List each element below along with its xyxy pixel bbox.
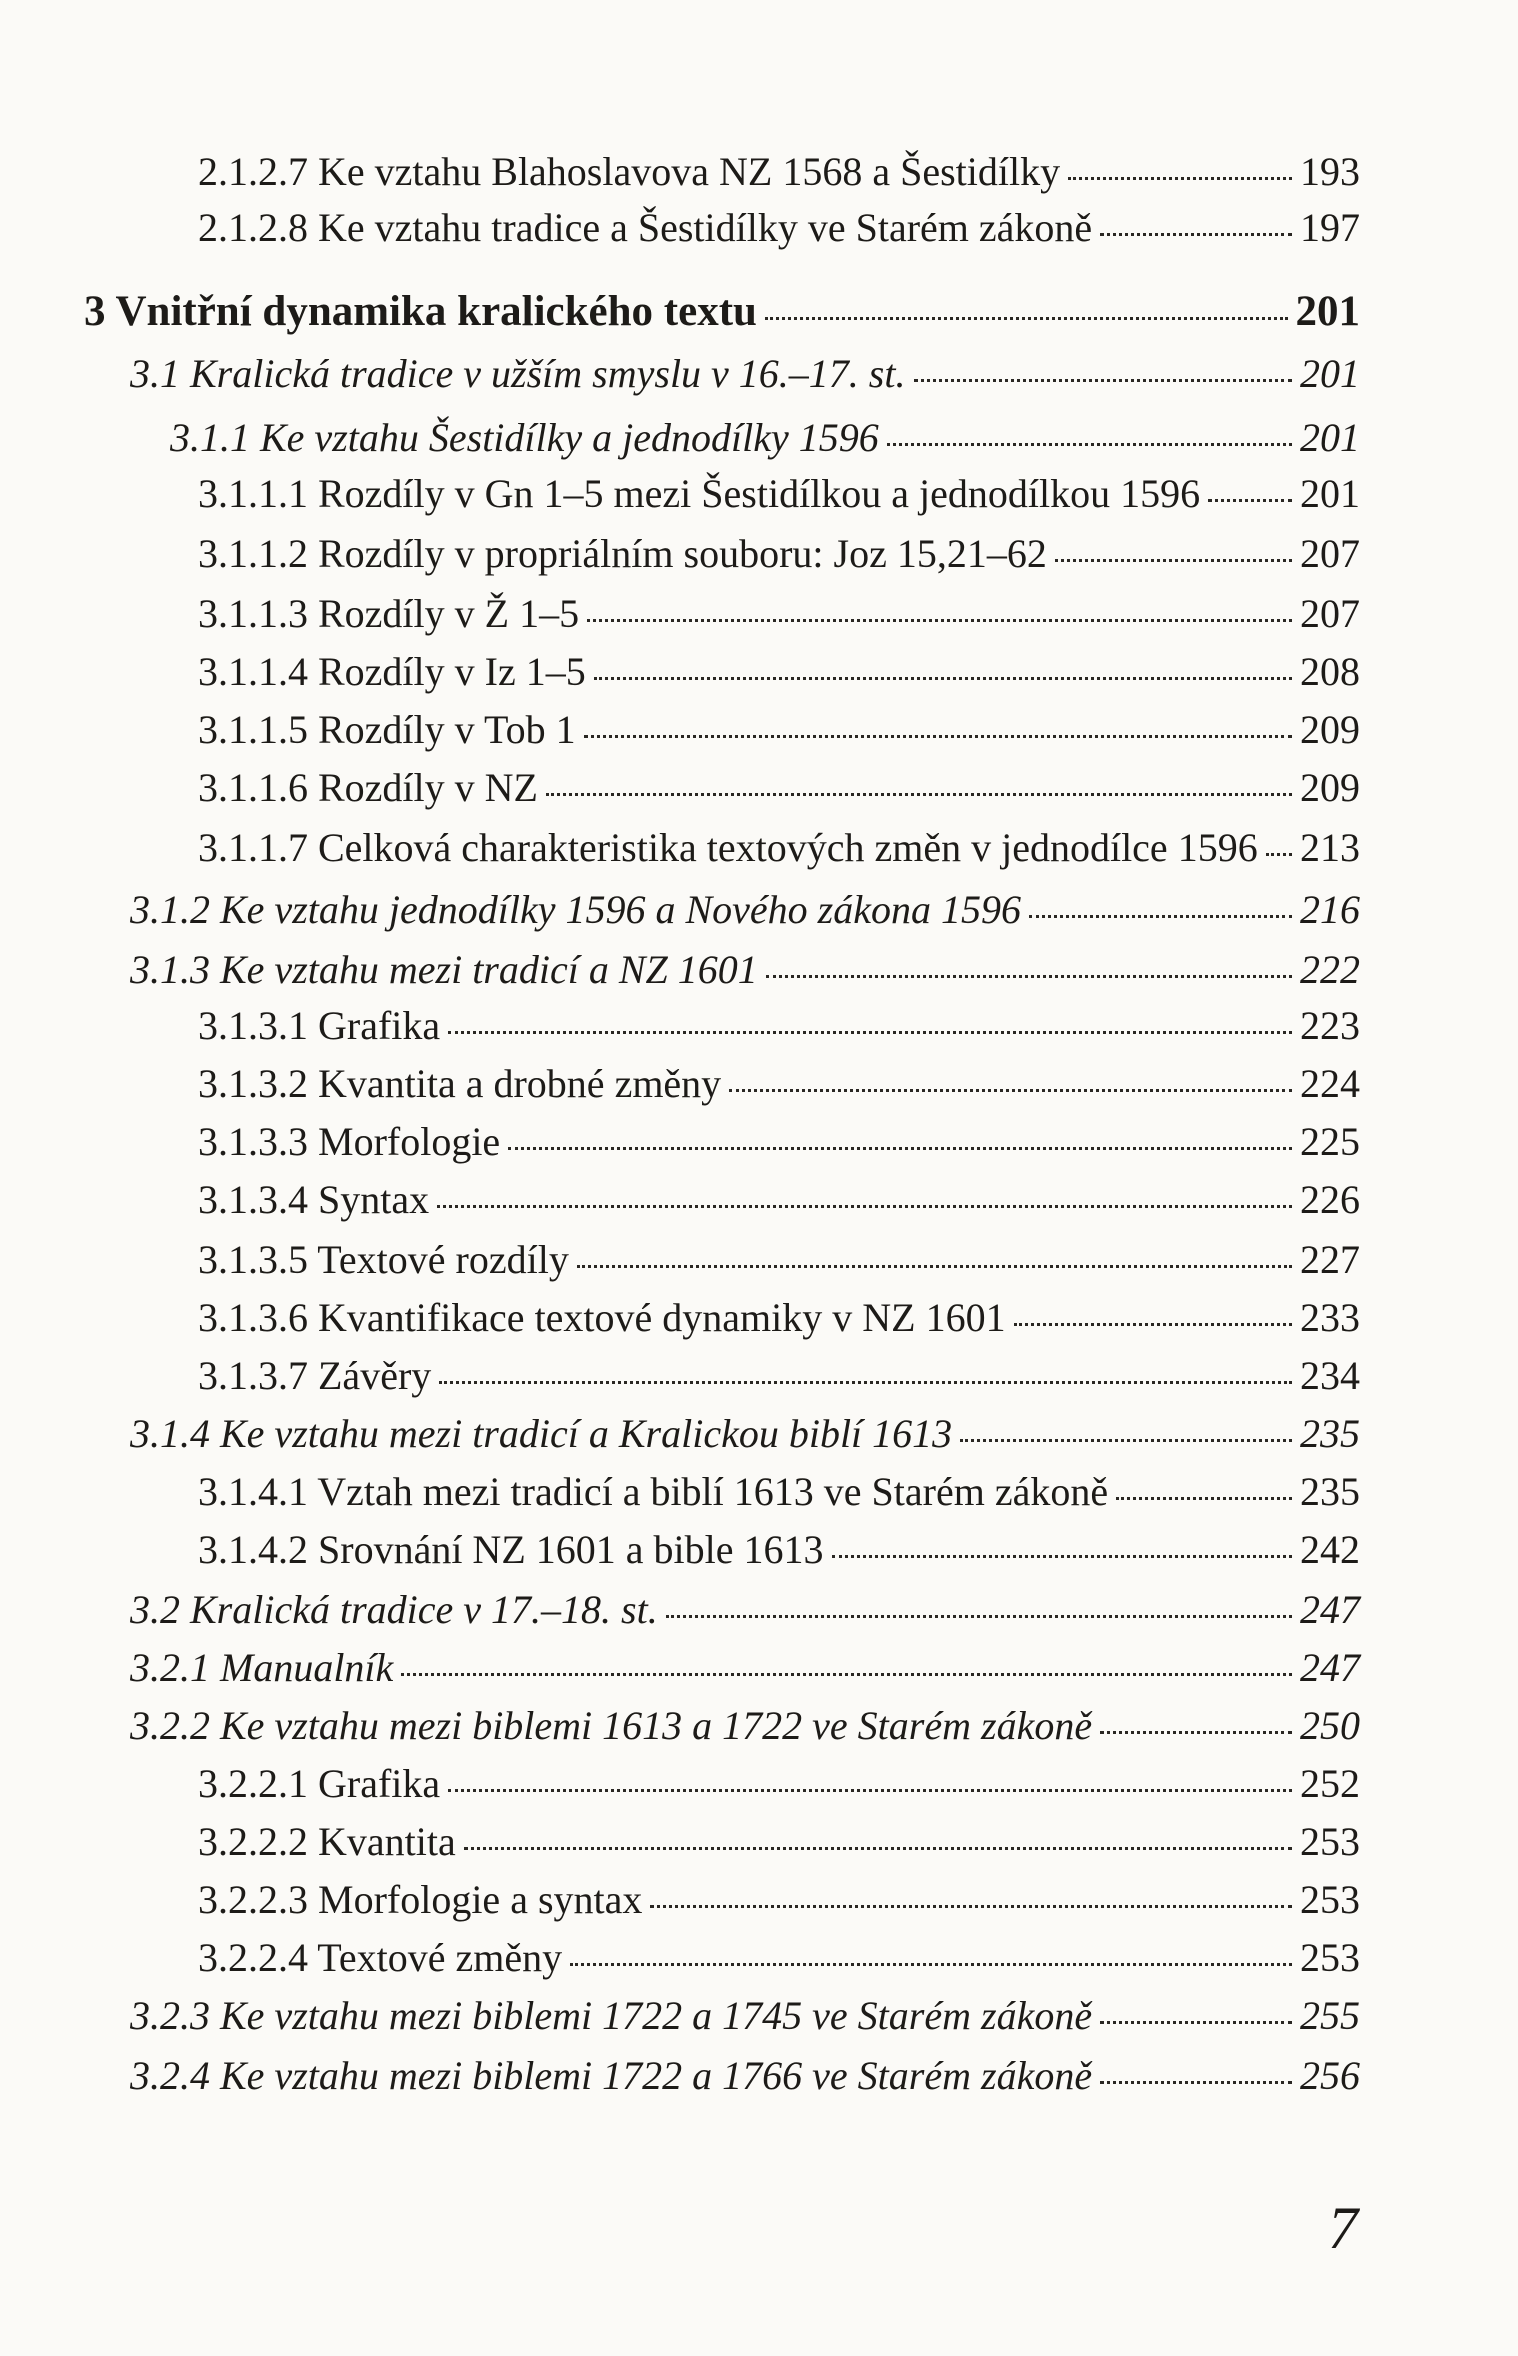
dot-leader [464,1847,1292,1850]
dot-leader [508,1147,1292,1150]
toc-section-entry [130,1587,1360,1632]
toc-entry-page: 207 [1300,531,1360,576]
toc-entry-title: 3.1.1.5 Rozdíly v Tob 1 [198,707,576,752]
toc-entry-page: 247 [1300,1587,1360,1632]
dot-leader [594,677,1292,680]
dot-leader [448,1789,1292,1792]
toc-entry-title: 3.1.3.7 Závěry [198,1353,432,1398]
dot-leader [1055,559,1292,562]
toc-entry [198,1353,1360,1398]
toc-entry [198,1177,1360,1222]
toc-entry [198,707,1360,752]
toc-subsection-entry [130,1411,1360,1456]
toc-entry-title: 3.2.2 Ke vztahu mezi biblemi 1613 a 1722 ve Starém zákoně [130,1703,1093,1748]
dot-leader [1014,1323,1292,1326]
toc-entry-title: 3.1.1 Ke vztahu Šestidílky a jednodílky 1596 [170,415,879,460]
toc-entry-title: 3.1.1.3 Rozdíly v Ž 1–5 [198,591,580,636]
dot-leader [439,1381,1292,1384]
toc-entry [198,1877,1360,1922]
dot-leader [1266,853,1292,856]
dot-leader [570,1963,1292,1966]
toc-entry [198,531,1360,576]
toc-entry-page: 253 [1300,1935,1360,1980]
toc-entry-page: 207 [1300,591,1360,636]
toc-entry [198,1469,1360,1514]
toc-entry-page: 247 [1300,1645,1360,1690]
dot-leader [729,1089,1292,1092]
toc-entry [198,591,1360,636]
dot-leader [765,317,1288,320]
dot-leader [914,379,1293,382]
toc-chapter-entry [84,290,1360,333]
toc-entry-page: 233 [1300,1295,1360,1340]
toc-entry [198,825,1360,870]
toc-entry-title: 3.1.3.5 Textové rozdíly [198,1237,569,1282]
dot-leader [960,1439,1292,1442]
toc-entry-page: 209 [1300,707,1360,752]
toc-entry-page: 227 [1300,1237,1360,1282]
toc-entry [198,1527,1360,1572]
toc-entry-page: 224 [1300,1061,1360,1106]
toc-entry-title: 3.1.4.2 Srovnání NZ 1601 a bible 1613 [198,1527,824,1572]
dot-leader [584,735,1292,738]
dot-leader [437,1205,1292,1208]
dot-leader [1100,1731,1292,1734]
toc-subsection-entry [130,2053,1360,2098]
toc-entry-title: 3.1.3.1 Grafika [198,1003,441,1048]
toc-entry-page: 253 [1300,1877,1360,1922]
dot-leader [1116,1497,1292,1500]
toc-entry-title: 3 Vnitřní dynamika kralického textu [84,288,757,335]
toc-entry [198,1819,1360,1864]
toc-entry-page: 255 [1300,1993,1360,2038]
toc-entry-page: 235 [1300,1411,1360,1456]
toc-entry-page: 226 [1300,1177,1360,1222]
toc-entry [198,1237,1360,1282]
toc-entry-page: 252 [1300,1761,1360,1806]
toc-entry-title: 3.1.3.4 Syntax [198,1177,430,1222]
toc-entry-page: 225 [1300,1119,1360,1164]
dot-leader [587,619,1292,622]
dot-leader [1100,2021,1292,2024]
toc-entry [198,205,1360,250]
toc-entry-title: 3.1.1.4 Rozdíly v Iz 1–5 [198,649,586,694]
dot-leader [666,1615,1292,1618]
toc-subsection-entry [130,1645,1360,1690]
toc-entry-title: 3.1.1.2 Rozdíly v propriálním souboru: Joz 15,21–62 [198,531,1047,576]
toc-entry-page: 213 [1300,825,1360,870]
toc-entry-page: 235 [1300,1469,1360,1514]
toc-entry-title: 3.1 Kralická tradice v užším smyslu v 16.–17. st. [130,351,906,396]
dot-leader [766,975,1292,978]
toc-section-entry [130,351,1360,396]
toc-entry-title: 3.2.3 Ke vztahu mezi biblemi 1722 a 1745 ve Starém zákoně [130,1993,1093,2038]
dot-leader [1068,177,1292,180]
toc-entry-title: 3.1.4.1 Vztah mezi tradicí a biblí 1613 ve Starém zákoně [198,1469,1109,1514]
toc-entry-title: 3.2.2.1 Grafika [198,1761,441,1806]
dot-leader [401,1673,1292,1676]
toc-entry-page: 201 [1300,351,1360,396]
toc-entry [198,649,1360,694]
toc-entry-page: 234 [1300,1353,1360,1398]
toc-entry-title: 2.1.2.7 Ke vztahu Blahoslavova NZ 1568 a Šestidílky [198,149,1061,194]
toc-entry-page: 193 [1300,149,1360,194]
toc-entry-title: 3.1.1.6 Rozdíly v NZ [198,765,538,810]
toc-entry-title: 3.1.1.1 Rozdíly v Gn 1–5 mezi Šestidílkou a jednodílkou 1596 [198,471,1201,516]
toc-entry-page: 256 [1300,2053,1360,2098]
dot-leader [1208,499,1292,502]
toc-entry-title: 3.2.2.3 Morfologie a syntax [198,1877,643,1922]
dot-leader [1029,915,1292,918]
toc-entry-page: 209 [1300,765,1360,810]
dot-leader [577,1265,1292,1268]
toc-entry-page: 216 [1300,887,1360,932]
toc-entry-title: 3.1.3.3 Morfologie [198,1119,501,1164]
toc-entry-title: 3.1.3 Ke vztahu mezi tradicí a NZ 1601 [130,947,758,992]
toc-entry-page: 197 [1300,205,1360,250]
dot-leader [1100,233,1292,236]
toc-entry-page: 201 [1295,288,1360,335]
toc-entry-page: 253 [1300,1819,1360,1864]
dot-leader [448,1031,1292,1034]
toc-entry [198,1061,1360,1106]
toc-entry-title: 3.1.2 Ke vztahu jednodílky 1596 a Nového zákona 1596 [130,887,1021,932]
toc-entry [198,765,1360,810]
toc-entry-title: 3.1.1.7 Celková charakteristika textových změn v jednodílce 1596 [198,825,1258,870]
toc-entry-page: 201 [1300,415,1360,460]
toc-entry-page: 223 [1300,1003,1360,1048]
toc-entry-page: 201 [1300,471,1360,516]
toc-entry-title: 3.2 Kralická tradice v 17.–18. st. [130,1587,658,1632]
toc-entry [198,149,1360,194]
dot-leader [832,1555,1293,1558]
toc-entry [198,471,1360,516]
toc-subsection-entry [130,1703,1360,1748]
dot-leader [887,443,1292,446]
toc-entry [198,1935,1360,1980]
dot-leader [650,1905,1292,1908]
toc-entry-title: 3.2.2.2 Kvantita [198,1819,456,1864]
toc-entry [198,1761,1360,1806]
toc-entry-title: 3.2.1 Manualník [130,1645,394,1690]
toc-entry [198,1119,1360,1164]
toc-entry-page: 208 [1300,649,1360,694]
toc-entry-title: 3.2.4 Ke vztahu mezi biblemi 1722 a 1766 ve Starém zákoně [130,2053,1093,2098]
page-number: 7 [1328,2195,1358,2261]
toc-entry-page: 250 [1300,1703,1360,1748]
toc-entry-page: 242 [1300,1527,1360,1572]
toc-entry [198,1003,1360,1048]
toc-entry [198,1295,1360,1340]
toc-subsection-entry [130,947,1360,992]
dot-leader [1100,2081,1292,2084]
toc-entry-page: 222 [1300,947,1360,992]
toc-subsection-entry [170,415,1360,460]
toc-entry-title: 2.1.2.8 Ke vztahu tradice a Šestidílky ve Starém zákoně [198,205,1093,250]
dot-leader [546,793,1292,796]
toc-subsection-entry [130,1993,1360,2038]
toc-entry-title: 3.1.3.2 Kvantita a drobné změny [198,1061,722,1106]
toc-subsection-entry [130,887,1360,932]
toc-entry-title: 3.1.4 Ke vztahu mezi tradicí a Kralickou biblí 1613 [130,1411,953,1456]
toc-entry-title: 3.1.3.6 Kvantifikace textové dynamiky v NZ 1601 [198,1295,1006,1340]
toc-entry-title: 3.2.2.4 Textové změny [198,1935,563,1980]
